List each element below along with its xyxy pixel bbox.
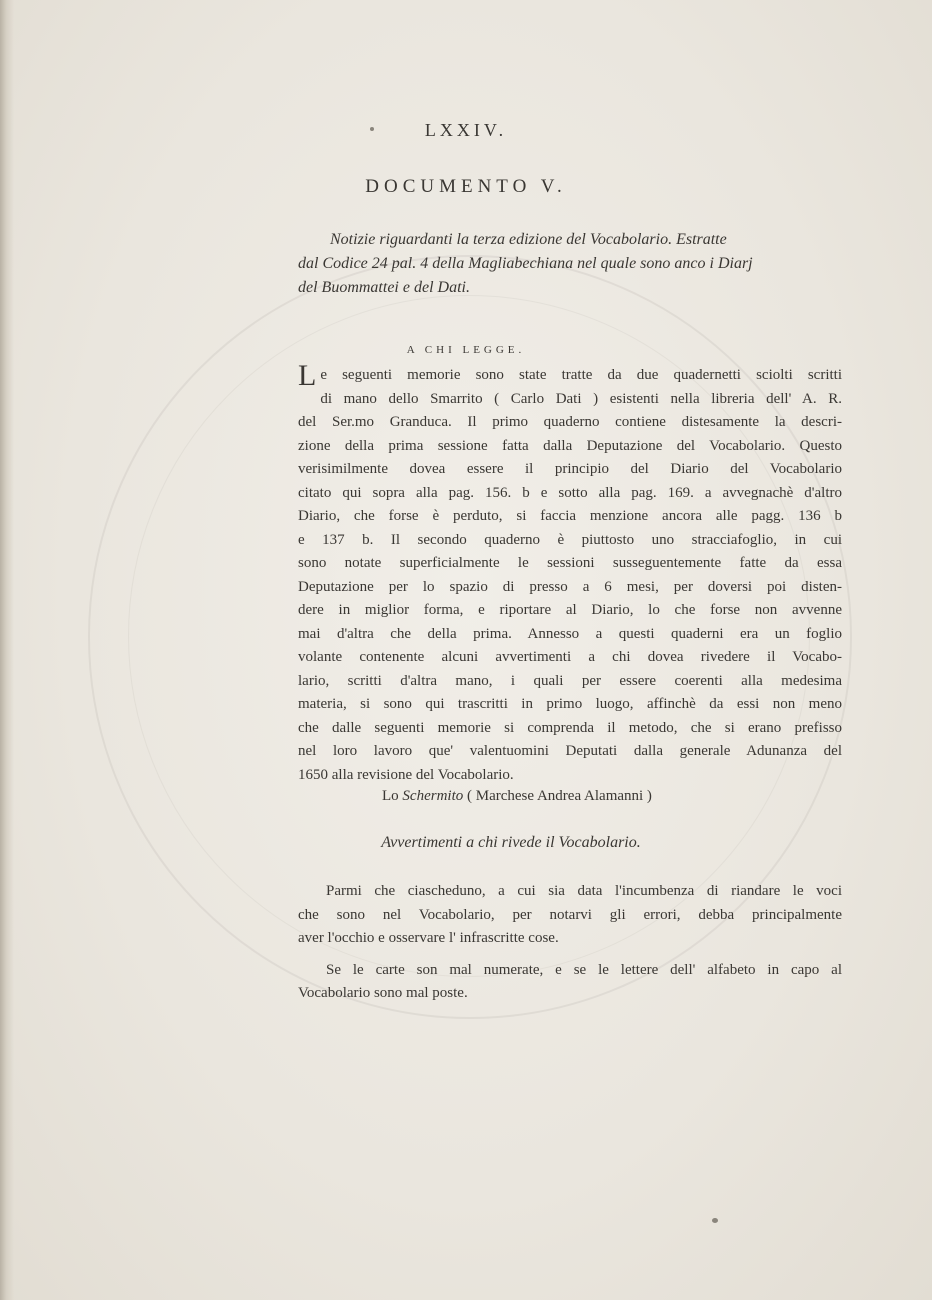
paragraph-line: sono notate superficialmente le sessioni susseguentemente fatte da essa (298, 555, 842, 571)
subtitle-line: Notizie riguardanti la terza edizione del Vocabolario. Estratte (330, 231, 727, 248)
signature-prefix: Lo (382, 788, 399, 804)
subtitle-line: del Buommattei e del Dati. (298, 279, 470, 296)
paragraph-line: mai d'altra che della prima. Annesso a questi quaderni era un foglio (298, 625, 842, 642)
paragraph-line: nel loro lavoro que' valentuomini Deputati dalla generale Adunanza del (298, 743, 842, 759)
paragraph-line: Diario, che forse è perduto, si faccia menzione ancora alle pagg. 136 b (298, 508, 842, 524)
signature-line (382, 788, 652, 805)
document-subtitle (298, 228, 846, 300)
avvertimenti-line: Parmi che ciascheduno, a cui sia data l'incumbenza di riandare le voci (326, 883, 842, 899)
avvertimenti-line: aver l'occhio e osservare l' infrascritte cose. (298, 930, 559, 946)
ink-speck (712, 1218, 718, 1223)
signature-suffix: ( Marchese Andrea Alamanni ) (467, 788, 652, 804)
paragraph-line: del Ser.mo Granduca. Il primo quaderno contiene distesamente la descri- (298, 414, 842, 430)
subtitle-line: dal Codice 24 pal. 4 della Magliabechiana nel quale sono anco i Diarj (298, 255, 753, 272)
avvertimenti-heading: Avvertimenti a chi rivede il Vocabolario. (381, 834, 641, 851)
paragraph-line: che dalle seguenti memorie si comprenda il metodo, che si erano prefisso (298, 719, 842, 736)
paragraph-line: lario, scritti d'altra mano, i quali per essere coerenti alla medesima (298, 672, 842, 689)
paragraph-line: citato qui sopra alla pag. 156. b e sotto alla pag. 169. a avvegnachè d'altro (298, 484, 842, 501)
signature-name: Schermito (402, 788, 464, 804)
document-title: DOCUMENTO V. (365, 176, 567, 197)
avvertimenti-line: Vocabolario sono mal poste. (298, 985, 468, 1001)
avvertimenti-line: che sono nel Vocabolario, per notarvi gli errori, debba principalmente (298, 906, 842, 923)
paragraph-gap (298, 951, 842, 959)
section-heading-a-chi-legge: A CHI LEGGE. (406, 344, 526, 356)
avvertimenti-text (298, 880, 842, 1006)
paragraph-line: volante contenente alcuni avvertimenti a chi dovea rivedere il Vocabo- (298, 649, 842, 665)
paragraph-line: verisimilmente dovea essere il principio del Diario del Vocabolario (298, 461, 842, 477)
paragraph-line: e 137 b. Il secondo quaderno è piuttosto uno stracciafoglio, in cui (298, 531, 842, 548)
drop-capital: L (298, 359, 317, 392)
paragraph-line: e seguenti memorie sono state tratte da due quadernetti sciolti scritti (320, 367, 842, 383)
paragraph-line: dere in miglior forma, e riportare al Diario, lo che forse non avvenne (298, 602, 842, 618)
main-paragraph (298, 359, 842, 787)
paragraph-line: zione della prima sessione fatta dalla Deputazione del Vocabolario. Questo (298, 437, 842, 454)
paragraph-line: materia, si sono qui trascritti in primo luogo, affinchè da essi non meno (298, 696, 842, 712)
paragraph-line: 1650 alla revisione del Vocabolario. (298, 766, 514, 783)
paragraph-line: Deputazione per lo spazio di presso a 6 mesi, per doversi poi disten- (298, 578, 842, 595)
page-folio-number: LXXIV. (424, 120, 508, 140)
avvertimenti-line: Se le carte son mal numerate, e se le lettere dell' alfabeto in capo al (326, 961, 842, 978)
paragraph-line: di mano dello Smarrito ( Carlo Dati ) esistenti nella libreria dell' A. R. (320, 390, 842, 407)
